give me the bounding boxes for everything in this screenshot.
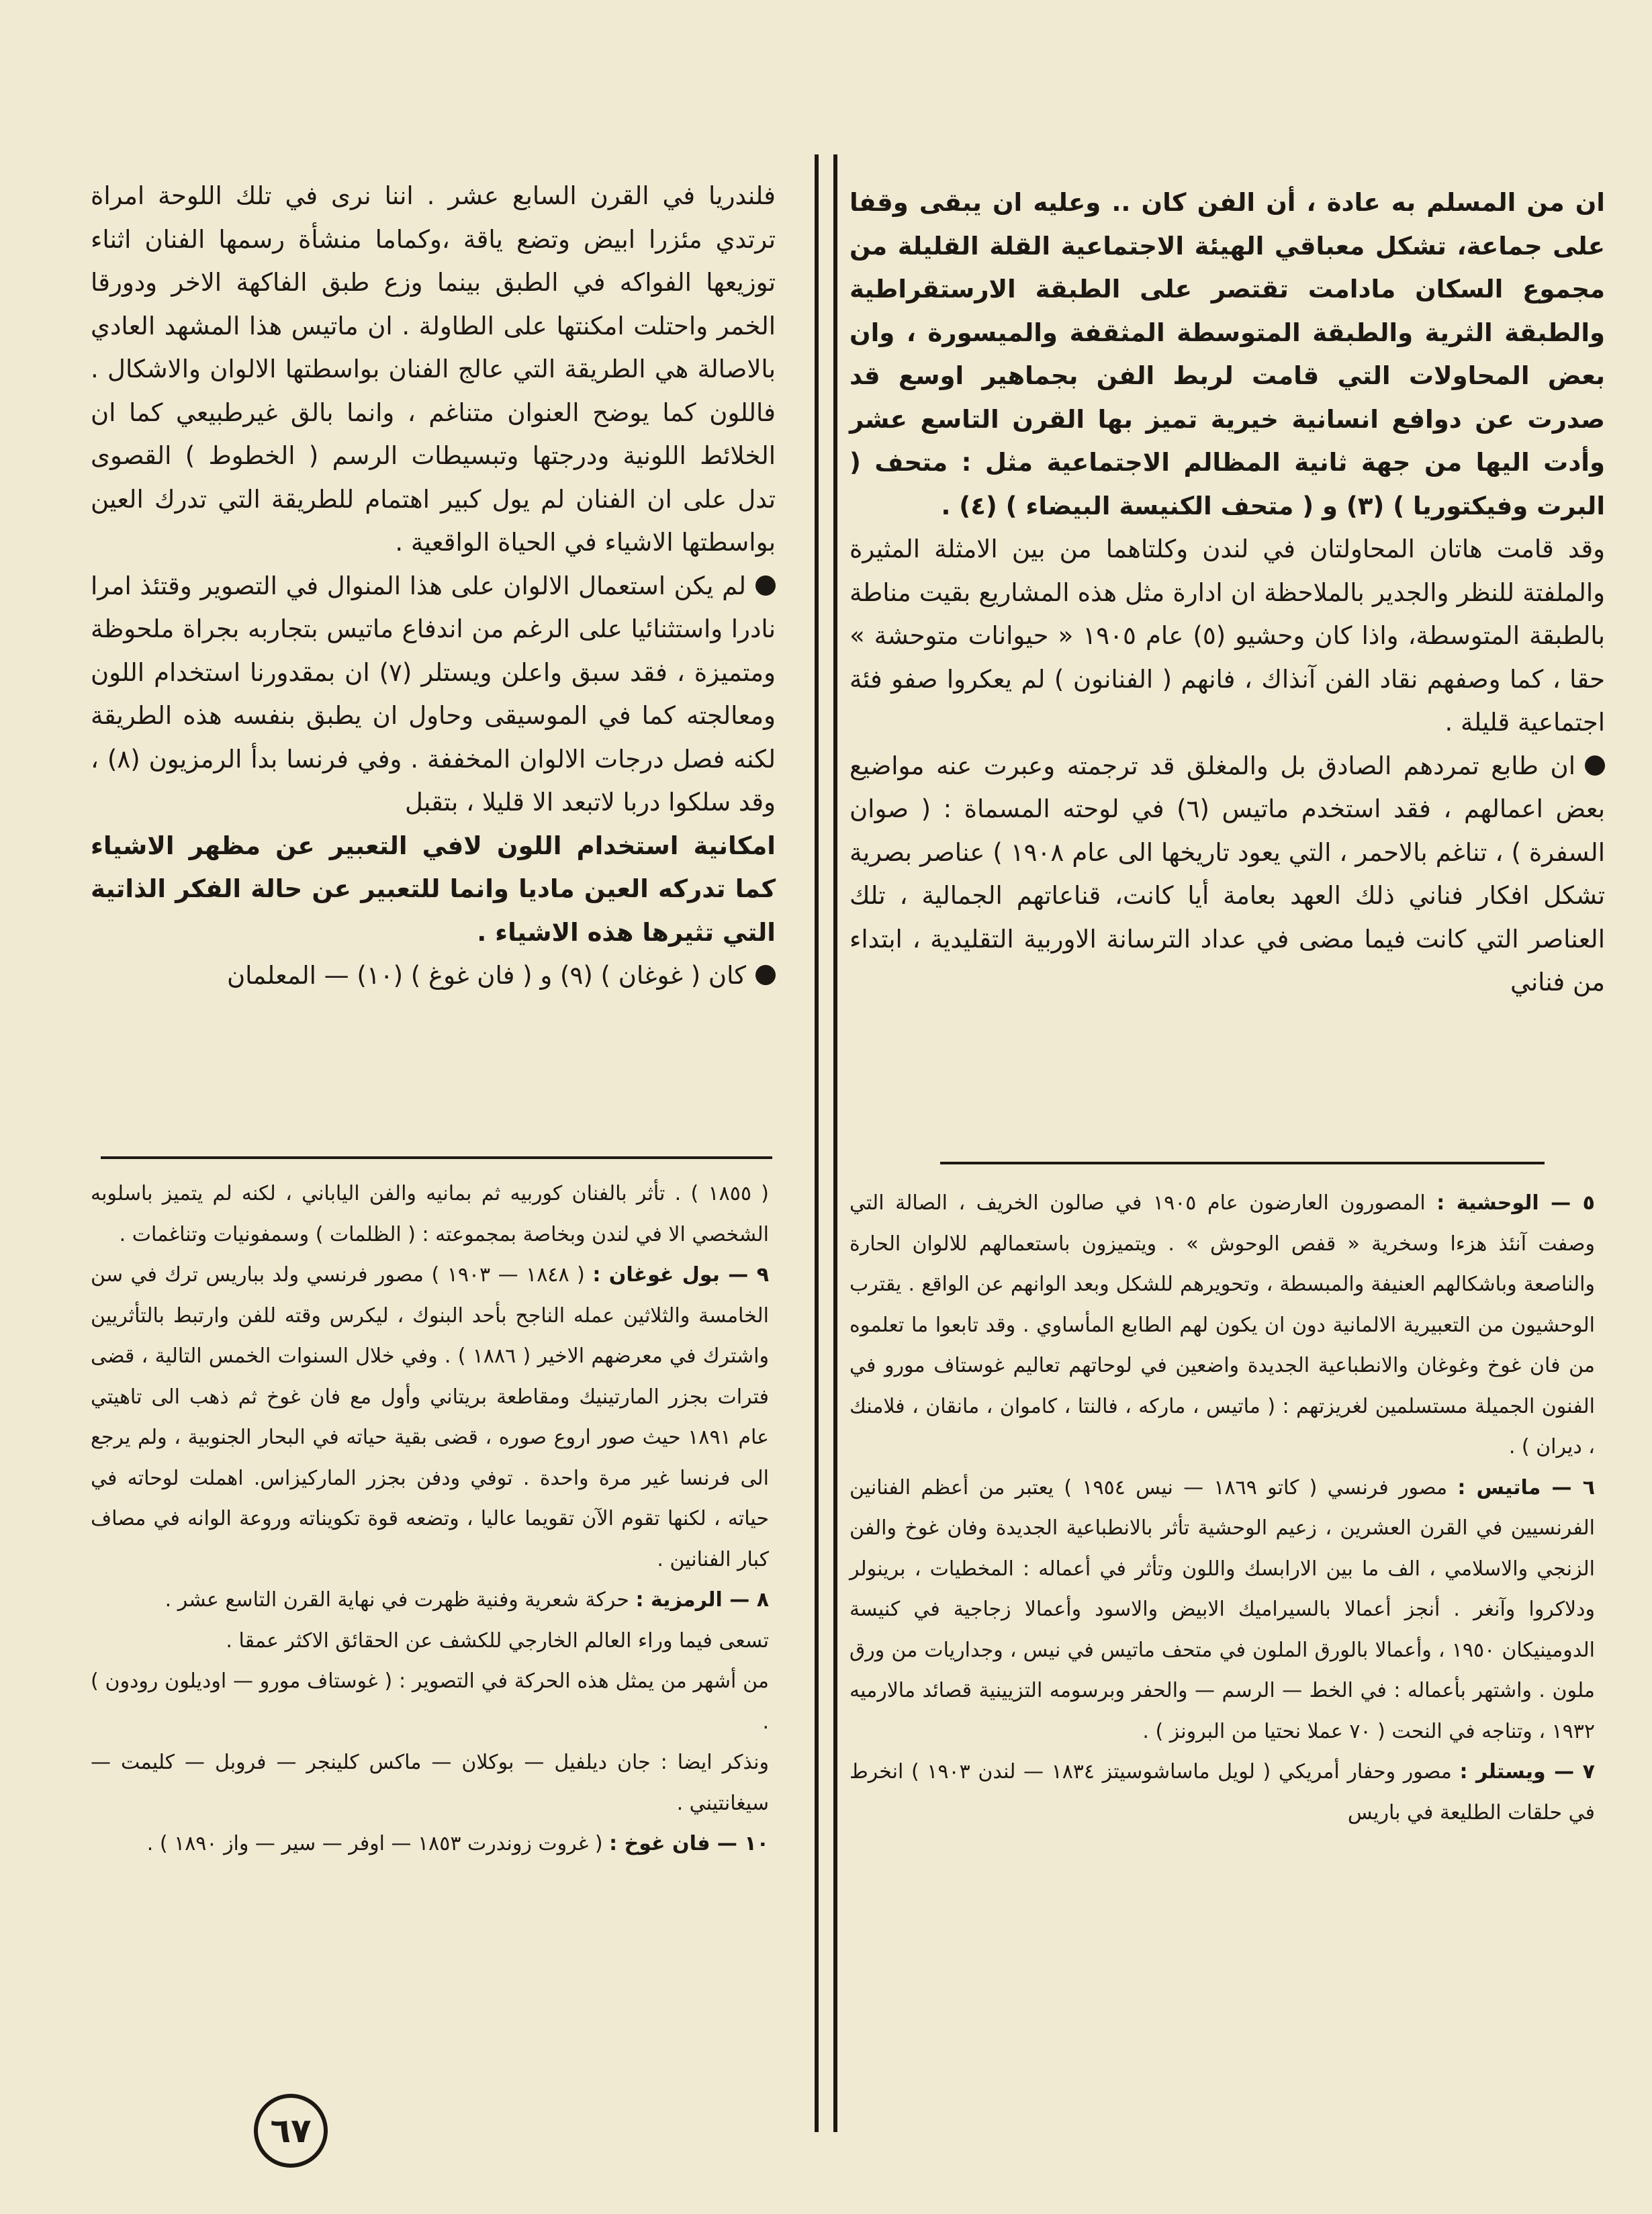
footnote-term: ١٠ — فان غوخ : bbox=[609, 1832, 769, 1855]
paragraph: فلندريا في القرن السابع عشر . اننا نرى في تلك اللوحة امراة ترتدي مئزرا ابيض وتضع ياقة ،وكماما منشأة رسمها الفنان اثناء توزيعها الفواكه في الطبق بينما وزع طبق الفاكهة الاخر ودورقا الخمر واحتلت امكنتها على الطاولة . ان ماتيس هذا المشهد العادي بالاصالة هي الطريقة التي عالج الفنان بواسطتها الالوان والاشكال . فاللون كما يوضح العنوان متناغم ، وانما بالق غيرطبيعي كما ان الخلائط اللونية ودرجتها وتبسيطات الرسم ( الخطوط ) القصوى تدل على ان الفنان لم يول كبير اهتمام للطريقة التي تدرك العين بواسطتها الاشياء في الحياة الواقعية . bbox=[91, 181, 776, 557]
right-column bbox=[850, 181, 1605, 1005]
footnote-term: ٥ — الوحشية : bbox=[1436, 1191, 1595, 1215]
page-number: ٦٧ bbox=[254, 2094, 328, 2168]
footnote-text: حركة شعرية وفنية ظهرت في نهاية القرن التاسع عشر . bbox=[165, 1588, 629, 1612]
footnote bbox=[91, 1824, 769, 1865]
left-column bbox=[91, 175, 776, 998]
paragraph: لم يكن استعمال الالوان على هذا المنوال في التصوير وقتئذ امرا نادرا واستثنائيا على الرغم من اندفاع ماتيس بتجاربه بجراة ملحوظة ومتميزة ، فقد سبق واعلن ويستلر (٧) ان بمقدورنا استخدام اللون ومعالجته كما في الموسيقى وحاول ان يطبق بنفسه هذه الطريقة لكنه فصل درجات الالوان المخففة . وفي فرنسا بدأ الرمزيون (٨) ، وقد سلكوا دربا لاتبعد الا قليلا ، بتقبل bbox=[91, 565, 776, 825]
footnote bbox=[91, 1580, 769, 1621]
footnote-term: ٧ — ويستلر : bbox=[1459, 1760, 1595, 1784]
paragraph: كان ( غوغان ) (٩) و ( فان غوغ ) (١٠) — المعلمان bbox=[91, 954, 776, 998]
footnote-text: ( ١٨٤٨ — ١٩٠٣ ) مصور فرنسي ولد بباريس ترك في سن الخامسة والثلاثين عمله الناجح بأحد البنوك ، ليكرس وقته للفن وارتبط بالتأثريين واشترك في معرضهم الاخير ( ١٨٨٦ ) . وفي خلال السنوات الخمس التالية ، قضى فترات بجزر المارتينيك ومقاطعة بريتاني وأول مع فان غوخ ثم ذهب الى تاهيتي عام ١٨٩١ حيث صور اروع صوره ، قضى بقية حياته في البحار الجنوبية ، ولم يرجع الى فرنسا غير مرة واحدة . توفي ودفن بجزر الماركيزاس. اهملت لوحاته في حياته ، لكنها تقوم الآن تقويما عاليا ، وتضعه قوة تكويناته وروعة الوانه في مصاف كبار الفنانين . bbox=[91, 1263, 769, 1571]
footnote bbox=[91, 1743, 769, 1824]
paragraph: امكانية استخدام اللون لافي التعبير عن مظهر الاشياء كما تدركه العين ماديا وانما للتعبير عن حالة الفكر الذاتية التي تثيرها هذه الاشياء . bbox=[91, 831, 776, 947]
footnote bbox=[91, 1621, 769, 1662]
footnotes-left bbox=[91, 1174, 769, 1865]
paragraph: وقد قامت هاتان المحاولتان في لندن وكلتاهما من بين الامثلة المثيرة والملفتة للنظر والجدير بالملاحظة ان ادارة مثل هذه المشاريع بقيت مناطة بالطبقة المتوسطة، واذا كان وحشيو (٥) عام ١٩٠٥ « حيوانات متوحشة » حقا ، كما وصفهم نقاد الفن آنذاك ، فانهم ( الفنانون ) لم يعكروا صفو فئة اجتماعية قليلة . bbox=[850, 535, 1606, 737]
footnote-text: المصورون العارضون عام ١٩٠٥ في صالون الخريف ، الصالة التي وصفت آنئذ هزءا وسخرية « قفص الوحوش » . ويتميزون باستعمالهم للالوان الحارة والناصعة وباشكالهم العنيفة والمبسطة ، وتحويرهم للشكل وبعد الوانهم عن الواقع . يقترب الوحشيون من التعبيرية الالمانية دون ان يكون لهم الطابع المأساوي . وقد تابعوا ما تعلموه من فان غوخ وغوغان والانطباعية الجديدة واضعين في لوحاتهم تعاليم غوستاف مورو في الفنون الجميلة مستسلمين لغريزتهم : ( ماتيس ، ماركه ، فالنتا ، كاموان ، مانقان ، فلامنك ، ديران ) . bbox=[850, 1191, 1595, 1459]
footnote bbox=[850, 1183, 1595, 1468]
footnote-term: ٦ — ماتيس : bbox=[1457, 1475, 1595, 1500]
footnote-text: تسعى فيما وراء العالم الخارجي للكشف عن الحقائق الاكثر عمقا . bbox=[226, 1628, 769, 1653]
footnote-term: ٩ — بول غوغان : bbox=[592, 1263, 769, 1287]
footnote-text: مصور وحفار أمريكي ( لويل ماساشوسيتز ١٨٣٤ — لندن ١٩٠٣ ) انخرط في حلقات الطليعة في باريس bbox=[850, 1760, 1595, 1825]
footnote bbox=[850, 1468, 1595, 1753]
footnote-text: من أشهر من يمثل هذه الحركة في التصوير : ( غوستاف مورو — اوديلون رودون ) . bbox=[91, 1669, 769, 1734]
footnote bbox=[91, 1661, 769, 1743]
paragraph: ان طابع تمردهم الصادق بل والمغلق قد ترجمته وعبرت عنه مواضيع بعض اعمالهم ، فقد استخدم ماتيس (٦) في لوحته المسماة : ( صوان السفرة ) ، تناغم بالاحمر ، التي يعود تاريخها الى عام ١٩٠٨ ) عناصر بصرية تشكل افكار فناني ذلك العهد بعامة أيا كانت، قناعاتهم الجمالية ، تلك العناصر التي كانت فيما مضى في عداد الترسانة الاوربية التقليدية ، ابتداء من فناني bbox=[850, 745, 1605, 1005]
footnotes-right bbox=[850, 1183, 1595, 1833]
footnote-term: ٨ — الرمزية : bbox=[635, 1588, 769, 1612]
footnote bbox=[850, 1752, 1595, 1833]
footnote-text: مصور فرنسي ( كاتو ١٨٦٩ — نيس ١٩٥٤ ) يعتبر من أعظم الفنانين الفرنسيين في القرن العشرين ، زعيم الوحشية تأثر بالانطباعية الجديدة وفان غوخ والفن الزنجي والاسلامي ، الف ما بين الارابسك واللون وتأثر في أعماله : المخطيات ، برينولر ودلاكروا وآنغر . أنجز أعمالا بالسيراميك الابيض والاسود وأعمالا زجاجية في كنيسة الدومينيكان ١٩٥٠ ، وأعمالا بالورق الملون في متحف ماتيس في نيس ، وجداريات من ورق ملون . واشتهر بأعماله : في الخط — الرسم — والحفر وبرسومه التزيينية قصائد مالارميه ١٩٣٢ ، وتناجه في النحت ( ٧٠ عملا نحتيا من البرونز ) . bbox=[850, 1475, 1595, 1743]
footnote-text: ونذكر ايضا : جان ديلفيل — بوكلان — ماكس كلينجر — فروبل — كليمت — سيغانتيني . bbox=[91, 1751, 769, 1815]
column-divider bbox=[815, 154, 837, 2132]
footnote-rule-left bbox=[101, 1156, 772, 1159]
footnote-text: ( ١٨٥٥ ) . تأثر بالفنان كوربيه ثم بمانيه والفن الياباني ، لكنه لم يتميز باسلوبه الشخصي الا في لندن وبخاصة بمجموعته : ( الظلمات ) وسمفونيات وتناغمات . bbox=[91, 1182, 769, 1246]
footnote bbox=[91, 1174, 769, 1255]
footnote-rule-right bbox=[940, 1162, 1545, 1164]
paragraph: ان من المسلم به عادة ، أن الفن كان .. وعليه ان يبقى وقفا على جماعة، تشكل معباقي الهيئة الاجتماعية القلة القليلة من مجموع السكان مادامت تقتصر على الطبقة الارستقراطية والطبقة الثرية والطبقة المتوسطة المثقفة والميسورة ، وان بعض المحاولات التي قامت لربط الفن بجماهير اوسع قد صدرت عن دوافع انسانية خيرية تميز بها القرن التاسع عشر وأدت اليها من جهة ثانية المظالم الاجتماعية مثل : متحف ( البرت وفيكتوريا ) (٣) و ( متحف الكنيسة البيضاء ) (٤) . bbox=[850, 188, 1605, 520]
footnote bbox=[91, 1255, 769, 1580]
footnote-text: ( غروت زوندرت ١٨٥٣ — اوفر — سير — واز ١٨٩٠ ) . bbox=[146, 1832, 603, 1855]
